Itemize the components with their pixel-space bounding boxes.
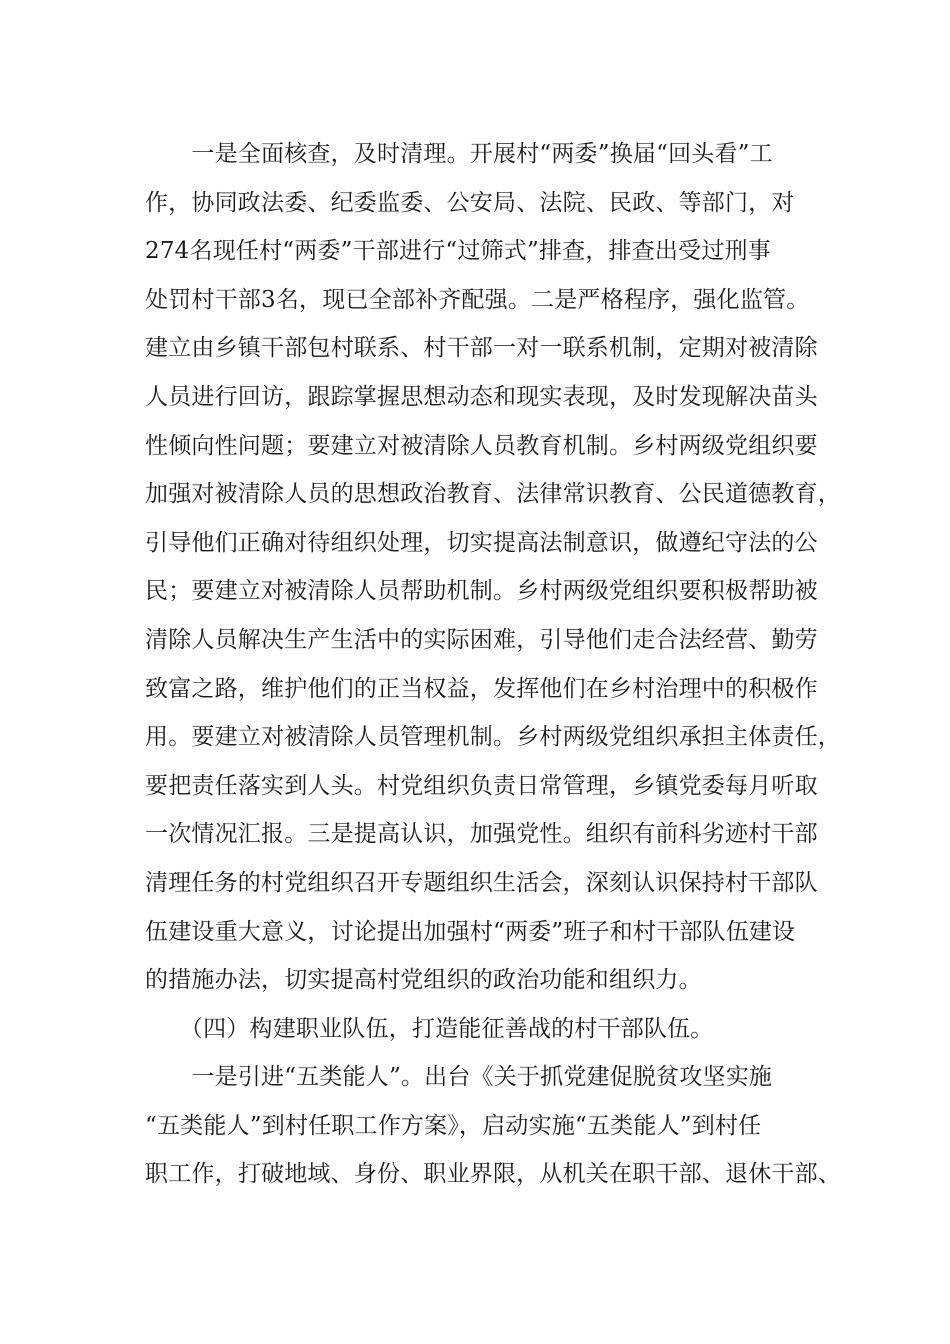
text-line: 民；要建立对被清除人员帮助机制。乡村两级党组织要积极帮助被 <box>145 578 818 605</box>
text-line: 加强对被清除人员的思想政治教育、法律常识教育、公民道德教育， <box>145 481 841 508</box>
text-line: 人员进行回访，跟踪掌握思想动态和现实表现，及时发现解决苗头 <box>145 383 818 410</box>
text-line: 一次情况汇报。三是提高认识，加强党性。组织有前科劣迹村干部 <box>145 821 818 848</box>
text-line: 一是全面核查，及时清理。开展村“两委”换届“回头看”工 <box>145 141 773 167</box>
text-line: 处罚村干部3名，现已全部补齐配强。二是严格程序，强化监管。 <box>145 286 810 313</box>
text-line: 要把责任落实到人头。村党组织负责日常管理，乡镇党委每月听取 <box>145 772 818 799</box>
text-line: 伍建设重大意义，讨论提出加强村“两委”班子和村干部队伍建设 <box>145 918 796 945</box>
body-text <box>145 130 841 1199</box>
text-line: 274名现任村“两委”干部进行“过筛式”排查，排查出受过刑事 <box>145 238 771 265</box>
text-line: 致富之路，维护他们的正当权益，发挥他们在乡村治理中的积极作 <box>145 675 818 702</box>
text-line: 职工作，打破地域、身份、职业界限，从机关在职干部、退休干部、 <box>145 1161 841 1188</box>
text-line: 引导他们正确对待组织处理，切实提高法制意识，做遵纪守法的公 <box>145 529 818 556</box>
text-line: 的措施办法，切实提高村党组织的政治功能和组织力。 <box>145 967 702 994</box>
text-line: 建立由乡镇干部包村联系、村干部一对一联系机制，定期对被清除 <box>145 335 818 362</box>
text-line: 用。要建立对被清除人员管理机制。乡村两级党组织承担主体责任， <box>145 724 841 751</box>
section-heading: （四）构建职业队伍，打造能征善战的村干部队伍。 <box>145 1015 714 1042</box>
text-line: 作，协同政法委、纪委监委、公安局、法院、民政、等部门，对 <box>145 189 795 216</box>
text-line: “五类能人”到村任职工作方案》，启动实施“五类能人”到村任 <box>145 1112 762 1139</box>
text-line: 一是引进“五类能人”。出台《关于抓党建促脱贫攻坚实施 <box>145 1064 773 1091</box>
text-line: 清理任务的村党组织召开专题组织生活会，深刻认识保持村干部队 <box>145 869 818 896</box>
text-line: 性倾向性问题；要建立对被清除人员教育机制。乡村两级党组织要 <box>145 432 818 459</box>
text-line: 清除人员解决生产生活中的实际困难，引导他们走合法经营、勤劳 <box>145 626 818 653</box>
